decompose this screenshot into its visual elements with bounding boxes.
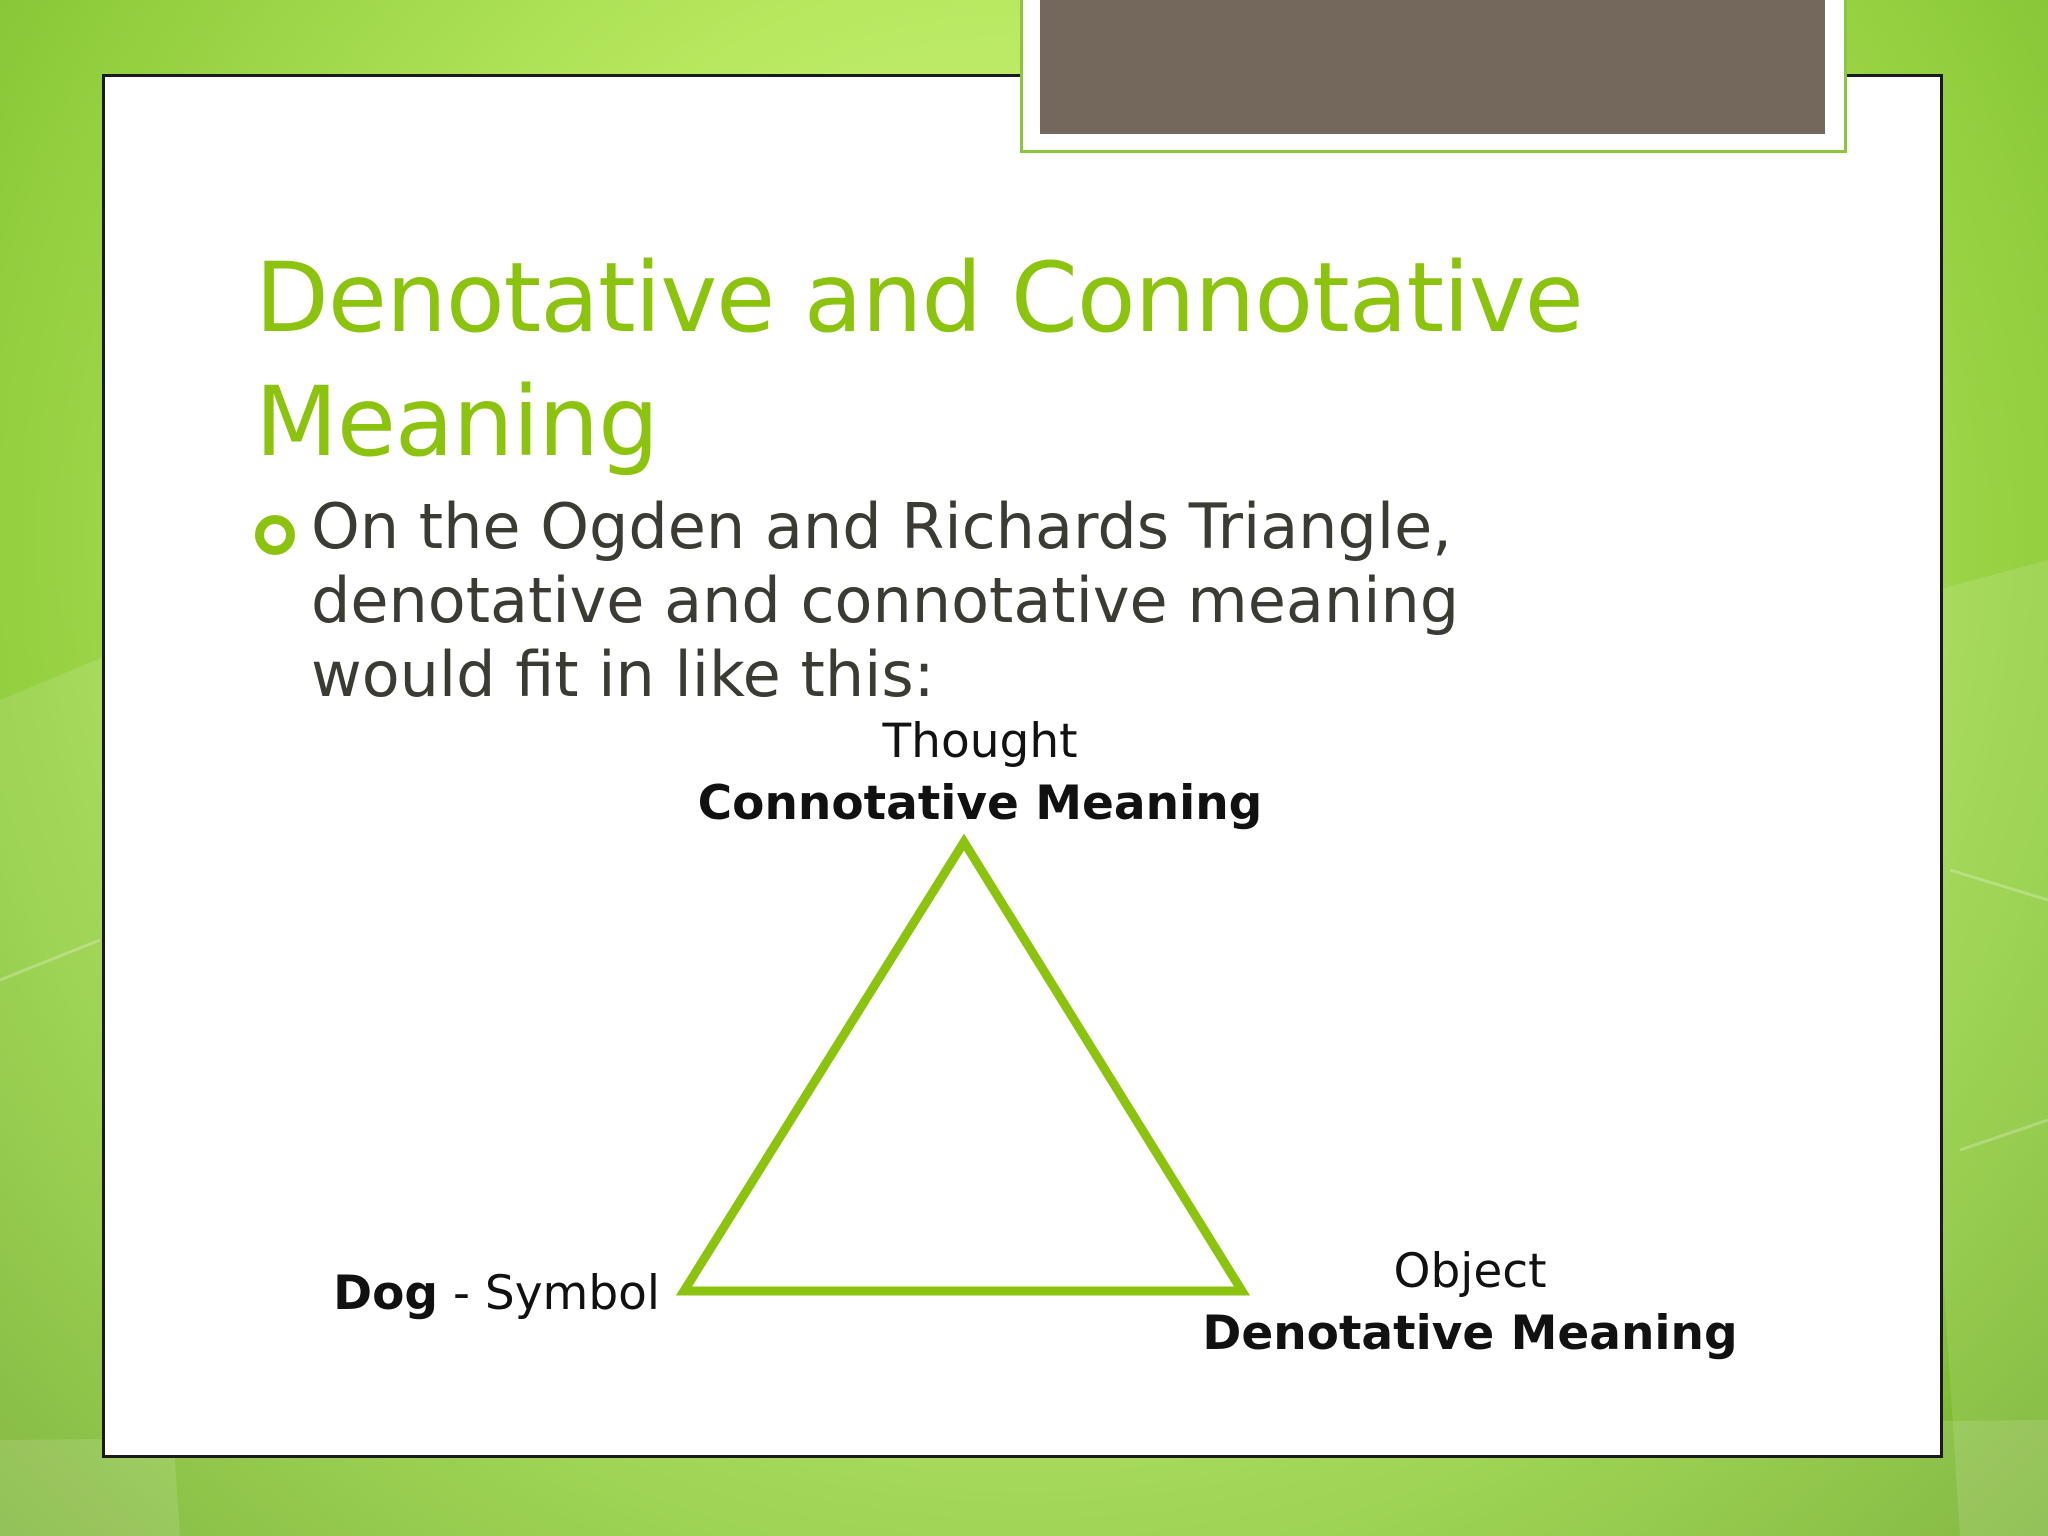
bullet-text: On the Ogden and Richards Triangle, denotative and connotative meaning would fit in like this: [311, 490, 1460, 711]
symbol-separator: - [438, 1266, 485, 1321]
left-vertex-label [200, 1266, 660, 1322]
symbol-label: Symbol [484, 1266, 660, 1321]
right-vertex-label: Object [1393, 1244, 1547, 1299]
denotative-meaning-label: Denotative Meaning [1202, 1306, 1738, 1361]
triangle-shape [684, 842, 1242, 1291]
top-vertex-label: Thought [882, 714, 1078, 769]
slide-title: Denotative and Connotative Meaning [255, 242, 1583, 478]
symbol-word: Dog [333, 1266, 439, 1321]
connotative-meaning-label: Connotative Meaning [697, 776, 1263, 831]
